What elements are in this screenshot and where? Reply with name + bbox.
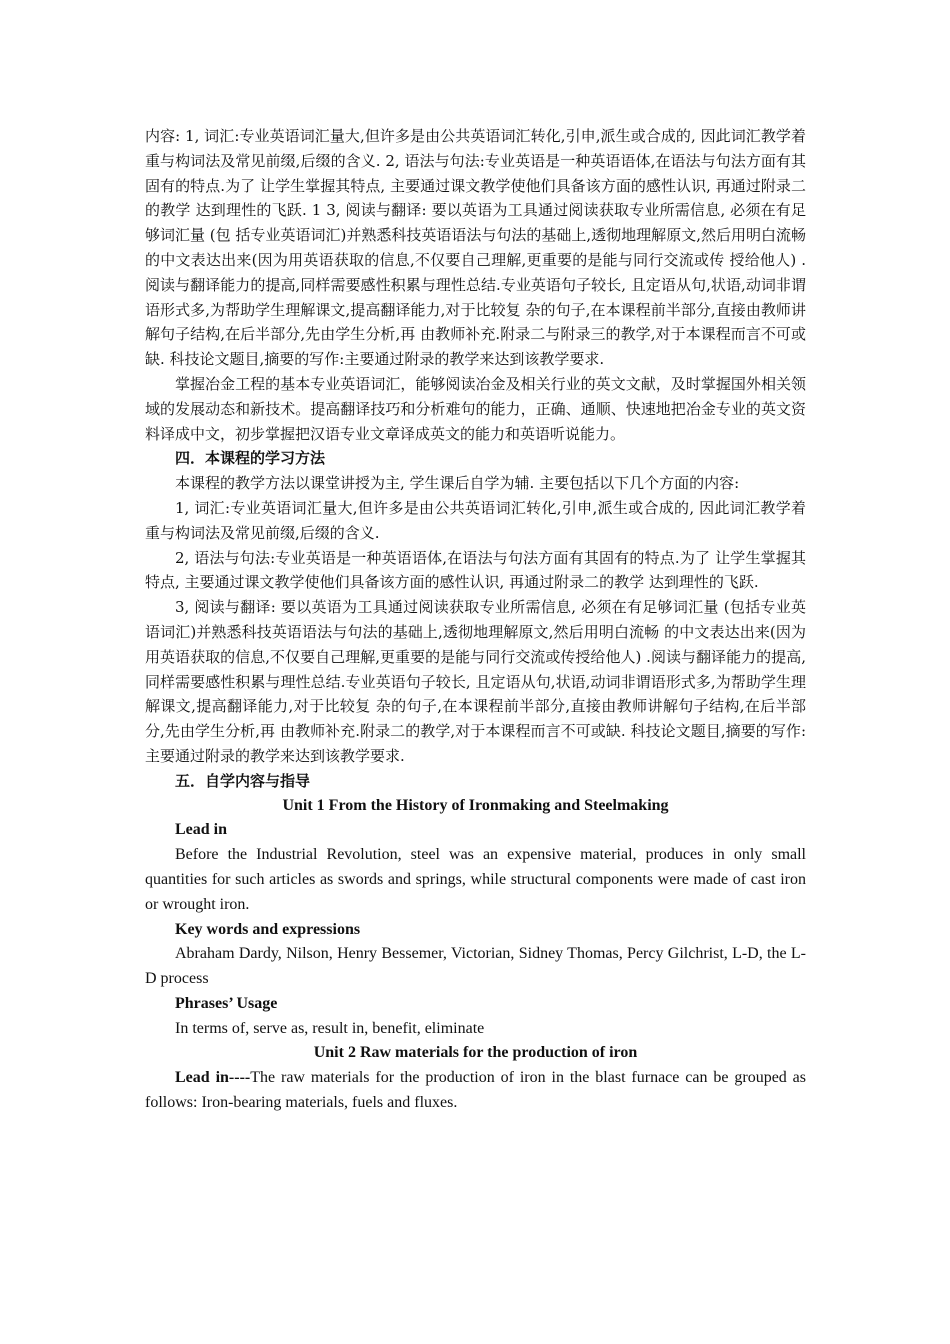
document-page [145,124,806,1116]
section-heading-learning-methods: 四．本课程的学习方法 [175,449,326,468]
section-heading-self-study: 五．自学内容与指导 [175,771,311,790]
unit-1-lead-in-text: Before the Industrial Revolution, steel was an expensive material, produces in only small quantities for such articles as swords and springs, while structural components were made of cast iron or wrought iron. [145,846,806,913]
paragraph-methods-intro: 本课程的教学方法以课堂讲授为主, 学生课后自学为辅. 主要包括以下几个方面的内容: [175,474,740,493]
paragraph-vocabulary: 1, 词汇:专业英语词汇量大,但许多是由公共英语词汇转化,引申,派生或合成的, 因此词汇教学着重与构词法及常见前缀,后缀的含义. [145,498,806,542]
paragraph-course-objectives: 掌握冶金工程的基本专业英语词汇，能够阅读冶金及相关行业的英文文献，及时掌握国外相关领域的发展动态和新技术。提高翻译技巧和分析难句的能力，正确、通顺、快速地把冶金专业的英文资料译成中文，初步掌握把汉语专业文章译成英文的能力和英语听说能力。 [145,374,806,443]
unit-1-phrases-text: In terms of, serve as, result in, benefit, eliminate [175,1019,485,1037]
unit-2-lead-in-label: Lead in---- [175,1069,251,1087]
unit-1-key-words-label: Key words and expressions [175,920,361,938]
unit-1-phrases-label: Phrases’ Usage [175,994,278,1012]
paragraph-course-content: 内容: 1, 词汇:专业英语词汇量大,但许多是由公共英语词汇转化,引申,派生或合成的, 因此词汇教学着重与构词法及常见前缀,后缀的含义. 2, 语法与句法:专业英语是一种英语语体,在语法与句法方面有其固有的特点.为了 让学生掌握其特点, 主要通过课文教学使他们具备该方面的感性认识, 再通过附录二的教学 达到理性的飞跃. 1 3, 阅读与翻译: 要以英语为工具通过阅读获取专业所需信息, 必须在有足够词汇量 (包 括专业英语词汇)并熟悉科技英语语法与句法的基础上,透彻地理解原文,然后用明白流畅 的中文表达出来(因为用英语获取的信息,不仅要自己理解,更重要的是能与同行交流或传 授给他人) .阅读与翻译能力的提高,同样需要感性积累与理性总结.专业英语句子较长, 且定语从句,状语,动词非谓语形式多,为帮助学生理解课文,提高翻译能力,对于比较复 杂的句子,在本课程前半部分,直接由教师讲解句子结构,在后半部分,先由学生分析,再 由教师补充.附录二与附录三的教学,对于本课程而言不可或缺. 科技论文题目,摘要的写作:主要通过附录的教学来达到该教学要求. [145,127,806,369]
unit-1-lead-in-label: Lead in [175,821,228,839]
unit-2-lead-in-text: The raw materials for the production of iron in the blast furnace can be grouped as follows: Iron-bearing materials, fuels and fluxes. [145,1069,807,1112]
unit-2-title: Unit 2 Raw materials for the production of iron [313,1044,638,1062]
paragraph-grammar: 2, 语法与句法:专业英语是一种英语语体,在语法与句法方面有其固有的特点.为了 让学生掌握其特点, 主要通过课文教学使他们具备该方面的感性认识, 再通过附录二的教学 达到理性的飞跃. [145,548,806,592]
unit-1-key-words-text: Abraham Dardy, Nilson, Henry Bessemer, Victorian, Sidney Thomas, Percy Gilchrist, L-D, the L-D process [145,945,806,988]
unit-2-lead-in [145,1066,806,1116]
unit-1-title: Unit 1 From the History of Ironmaking and Steelmaking [282,796,669,814]
paragraph-reading-translation: 3, 阅读与翻译: 要以英语为工具通过阅读获取专业所需信息, 必须在有足够词汇量 (包括专业英语词汇)并熟悉科技英语语法与句法的基础上,透彻地理解原文,然后用明白流畅 的中文表达出来(因为用英语获取的信息,不仅要自己理解,更重要的是能与同行交流或传授给他人) .阅读与翻译能力的提高,同样需要感性积累与理性总结.专业英语句子较长, 且定语从句,状语,动词非谓语形式多,为帮助学生理解课文,提高翻译能力,对于比较复 杂的句子,在本课程前半部分,直接由教师讲解句子结构,在后半部分,先由学生分析,再 由教师补充.附录二的教学,对于本课程而言不可或缺. 科技论文题目,摘要的写作:主要通过附录的教学来达到该教学要求. [145,598,806,765]
